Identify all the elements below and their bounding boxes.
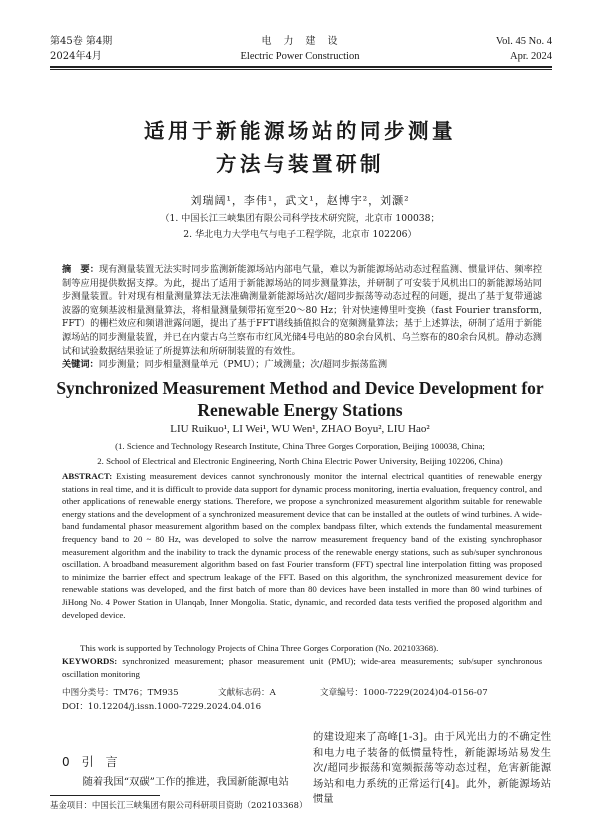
- header-volume-cn: 第45卷 第4期: [50, 36, 113, 47]
- keywords-cn-text: 同步测量；同步相量测量单元（PMU）；广域测量；次/超同步振荡监测: [98, 359, 388, 370]
- affiliation-en-2: 2. School of Electrical and Electronic Engineering, North China Electric Power University, Beijing 102206, China): [97, 456, 503, 466]
- header-rule-thin: [50, 69, 552, 70]
- abstract-en: [62, 470, 542, 640]
- abstract-cn: [62, 263, 542, 357]
- section-heading-introduction: 0 引 言: [62, 755, 118, 769]
- keywords-cn: [62, 358, 542, 372]
- header-journal-en: Electric Power Construction: [240, 51, 360, 62]
- clc-number: 中图分类号：TM76；TM935: [62, 688, 179, 698]
- header-journal-cn: 电 力 建 设: [261, 36, 339, 47]
- support-en: This work is supported by Technology Projects of China Three Gorges Corporation (No. 202103368).: [80, 643, 439, 653]
- abstract-cn-label: 摘 要：: [62, 264, 99, 275]
- header-date-en: Apr. 2024: [510, 51, 552, 62]
- title-cn-line-2: 方法与装置研制: [216, 152, 384, 176]
- affiliation-cn-2: 2. 华北电力大学电气与电子工程学院，北京市 102206）: [183, 229, 417, 240]
- header-date-cn: 2024年4月: [50, 51, 102, 62]
- doi: DOI：10.12204/j.issn.1000-7229.2024.04.016: [62, 702, 262, 712]
- abstract-en-text: Existing measurement devices cannot synchronously monitor the internal electrical quantities of renewable energy stations in real time, and it is difficult to provide data support for dynamic process monitoring, inertia evaluation, frequency control, and other applications of renewable energy stations. Therefore, we propose a synchronized measurement algorithm suitable for renewable energy stations and the development of a synchronized measurement device that can be installed at the outlets of wind turbines. A wide-band fundamental phasor measurement algorithm based on the complex bandpass filter, which extends the fundamental measurement frequency band to 20 ~ 80 Hz, was developed to solve the narrow measurement frequency band of the existing synchrophasor measurement algorithm and the inability to track the dynamic process of the renewable energy stations, such as sub/super synchronous oscillation. A broadband measurement algorithm based on fast Fourier transform (FFT) spectral line interpolation fitting was proposed to minimize the barrier effect and spectrum leakage of the FFT. Based on this algorithm, the synchronized measurement device for renewable stations was developed, and the first batch of more than 80 devices have been installed in more than 80 wind turbines of JiHong No. 4 Power Station in Ulanqab, Inner Mongolia. Static, dynamic, and recorded data tests verified the proposed algorithm and developed device.: [62, 471, 542, 620]
- keywords-cn-label: 关键词：: [62, 359, 99, 370]
- document-code: 文献标志码：A: [218, 688, 276, 698]
- abstract-cn-text: 现有测量装置无法实时同步监测新能源场站内部电气量，难以为新能源场站动态过程监测、惯量评估、频率控制等应用提供数据支撑。为此，提出了适用于新能源场站的同步测量算法，并研制了可安装于风机出口的新能源场站同步测量装置。针对现有相量测量算法无法准确测量新能源场站次/超同步振荡等动态过程的问题，提出了基于复带通滤波器的宽频基波相量测量算法，将相量测量频带拓宽至20～80 Hz；针对快速傅里叶变换（fast Fourier transform, FFT）的栅栏效应和频谱泄露问题，提出了基于FFT谱线插值拟合的宽频测量算法；基于上述算法，研制了适用于新能源场站的同步测量装置，并已在内蒙古乌兰察布市红风光储4号电站的80余台风机、乌兰察布的80余台风机。静动态测试和试验数据结果验证了所提算法和所研制装置的有效性。: [62, 264, 543, 357]
- authors-en: LIU Ruikuo¹, LI Wei¹, WU Wen¹, ZHAO Boyu², LIU Hao²: [170, 423, 430, 435]
- title-cn-line-1: 适用于新能源场站的同步测量: [144, 119, 456, 143]
- intro-left-column: 随着我国“双碳”工作的推进，我国新能源电站: [82, 776, 289, 788]
- abstract-en-label: ABSTRACT:: [62, 471, 113, 481]
- footer-funding: 基金项目：中国长江三峡集团有限公司科研项目资助（202103368）: [50, 800, 308, 810]
- article-number: 文章编号：1000-7229(2024)04-0156-07: [320, 688, 488, 698]
- footnote-rule: [50, 795, 160, 796]
- keywords-en-text: synchronized measurement; phasor measurement unit (PMU); wide-area measurements; sub/super synchronous oscillation monitoring: [62, 656, 542, 679]
- title-en-line-1: Synchronized Measurement Method and Device Development for: [56, 378, 544, 398]
- header-rule-thick: [50, 66, 552, 68]
- title-en-line-2: Renewable Energy Stations: [197, 400, 403, 420]
- authors-cn: 刘瑞阔¹，李伟¹，武文¹，赵博宇²，刘灏²: [190, 194, 410, 207]
- affiliation-cn-1: （1. 中国长江三峡集团有限公司科学技术研究院，北京市 100038；: [160, 213, 440, 224]
- keywords-en: [62, 655, 542, 681]
- keywords-en-label: KEYWORDS:: [62, 656, 118, 666]
- affiliation-en-1: (1. Science and Technology Research Institute, China Three Gorges Corporation, Beijing 100038, China;: [115, 441, 485, 451]
- intro-right-column: 的建设迎来了高峰[1-3]。由于风光出力的不确定性和电力电子装备的低惯量特性，新能源场站易发生次/超同步振荡和宽频振荡等动态过程，危害新能源场站和电力系统的正常运行[4]。此外，新能源场站惯量: [313, 731, 551, 805]
- header-volume-en: Vol. 45 No. 4: [495, 36, 552, 47]
